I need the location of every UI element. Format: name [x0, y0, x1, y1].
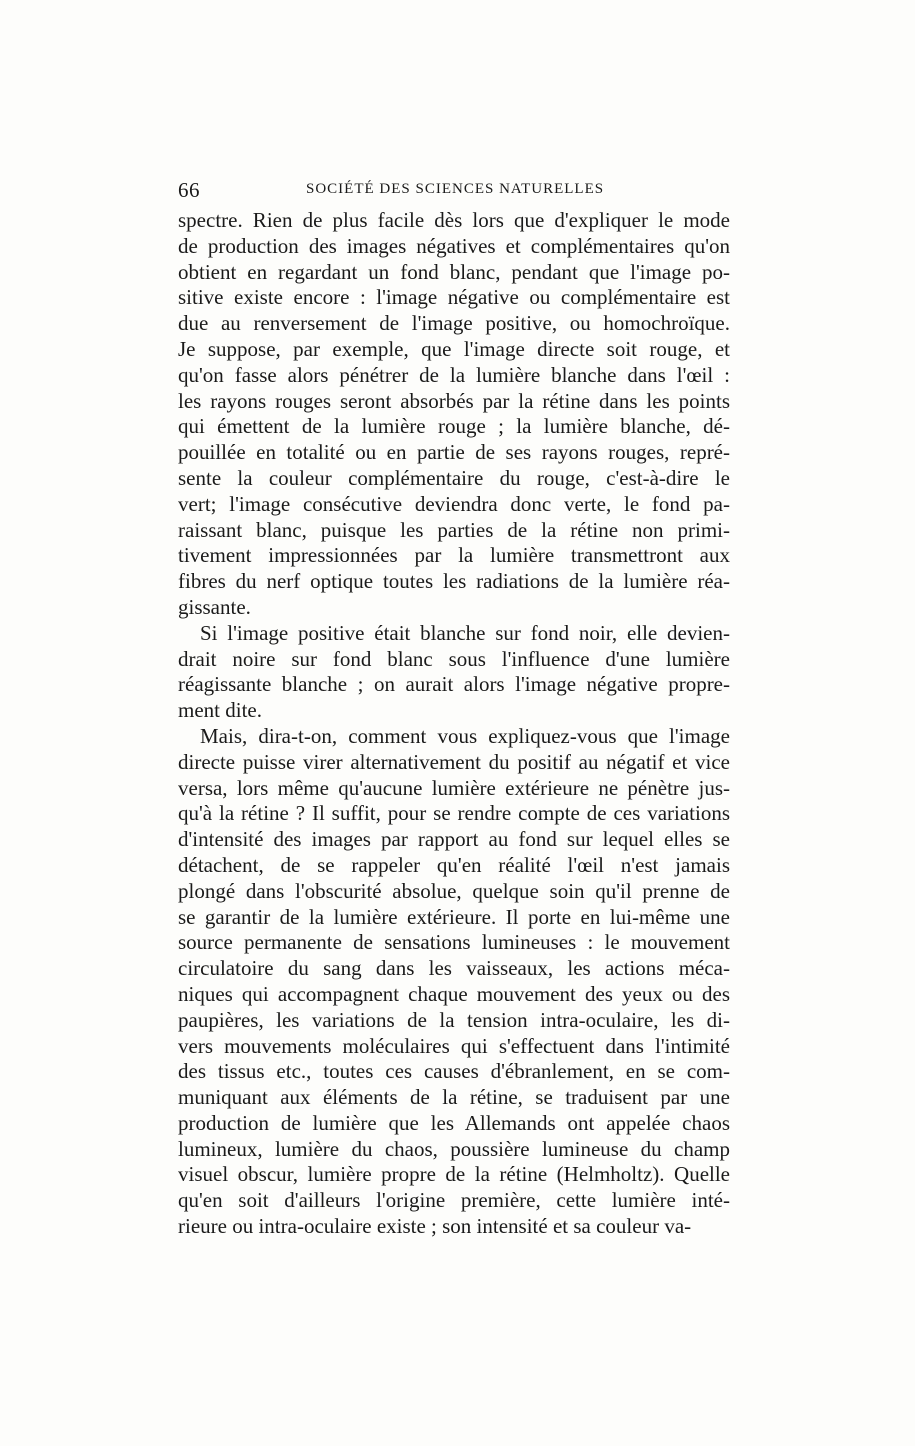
page-number: 66: [178, 178, 200, 202]
text-line: Je suppose, par exemple, que l'image directe soit rouge, et: [178, 336, 730, 361]
text-line: obtient en regardant un fond blanc, pendant que l'image po-: [178, 259, 730, 284]
body-text: [178, 208, 730, 1240]
text-line: raissant blanc, puisque les parties de la rétine non primi-: [178, 517, 730, 542]
text-line: rieure ou intra-oculaire existe ; son intensité et sa couleur va-: [178, 1214, 692, 1239]
text-line: production de lumière que les Allemands ont appelée chaos: [178, 1110, 730, 1135]
text-line: lumineux, lumière du chaos, poussière lumineuse du champ: [178, 1136, 730, 1161]
running-title: SOCIÉTÉ DES SCIENCES NATURELLES: [306, 181, 605, 197]
text-line: spectre. Rien de plus facile dès lors que d'expliquer le mode: [178, 208, 730, 232]
text-line: plongé dans l'obscurité absolue, quelque soin qu'il prenne de: [178, 878, 730, 903]
text-line: directe puisse virer alternativement du positif au négatif et vice: [178, 749, 730, 774]
text-line: réagissante blanche ; on aurait alors l'image négative propre-: [178, 672, 730, 697]
text-line: pouillée en totalité ou en partie de ses rayons rouges, repré-: [178, 440, 730, 465]
text-line: vert; l'image consécutive deviendra donc verte, le fond pa-: [178, 491, 730, 516]
text-line: sitive existe encore : l'image négative ou complémentaire est: [178, 285, 730, 310]
text-line: paupières, les variations de la tension intra-oculaire, les di-: [178, 1007, 730, 1032]
text-line: due au renversement de l'image positive, ou homochroïque.: [178, 311, 730, 336]
text-line: versa, lors même qu'aucune lumière extérieure ne pénètre jus-: [178, 775, 730, 800]
text-line: ment dite.: [178, 698, 262, 723]
text-line: gissante.: [178, 594, 251, 619]
text-line: visuel obscur, lumière propre de la rétine (Helmholtz). Quelle: [178, 1162, 730, 1187]
page-text-block: [178, 178, 730, 1240]
text-line: niques qui accompagnent chaque mouvement des yeux ou des: [178, 981, 730, 1006]
text-line: se garantir de la lumière extérieure. Il porte en lui-même une: [178, 904, 730, 929]
text-line: qu'en soit d'ailleurs l'origine première, cette lumière inté-: [178, 1188, 730, 1213]
paragraph: [178, 208, 730, 621]
text-line: des tissus etc., toutes ces causes d'ébranlement, en se com-: [178, 1059, 730, 1084]
text-line: qu'à la rétine ? Il suffit, pour se rendre compte de ces variations: [178, 801, 730, 826]
paragraph: [178, 724, 730, 1240]
text-line: sente la couleur complémentaire du rouge, c'est-à-dire le: [178, 465, 730, 490]
text-line: muniquant aux éléments de la rétine, se traduisent par une: [178, 1085, 730, 1110]
text-line: vers mouvements moléculaires qui s'effectuent dans l'intimité: [178, 1033, 730, 1058]
text-line: Mais, dira-t-on, comment vous expliquez-vous que l'image: [200, 723, 730, 748]
text-line: drait noire sur fond blanc sous l'influence d'une lumière: [178, 646, 730, 671]
text-line: d'intensité des images par rapport au fond sur lequel elles se: [178, 827, 730, 852]
text-line: circulatoire du sang dans les vaisseaux, les actions méca-: [178, 956, 730, 981]
text-line: qui émettent de la lumière rouge ; la lumière blanche, dé-: [178, 414, 730, 439]
text-line: de production des images négatives et complémentaires qu'on: [178, 233, 730, 258]
running-head: [178, 178, 730, 208]
text-line: qu'on fasse alors pénétrer de la lumière blanche dans l'œil :: [178, 362, 730, 387]
text-line: fibres du nerf optique toutes les radiations de la lumière réa-: [178, 569, 730, 594]
text-line: détachent, de se rappeler qu'en réalité l'œil n'est jamais: [178, 852, 730, 877]
text-line: source permanente de sensations lumineuses : le mouvement: [178, 930, 730, 955]
paragraph: [178, 621, 730, 724]
text-line: les rayons rouges seront absorbés par la rétine dans les points: [178, 388, 730, 413]
text-line: tivement impressionnées par la lumière transmettront aux: [178, 543, 730, 568]
text-line: Si l'image positive était blanche sur fond noir, elle devien-: [200, 620, 730, 645]
